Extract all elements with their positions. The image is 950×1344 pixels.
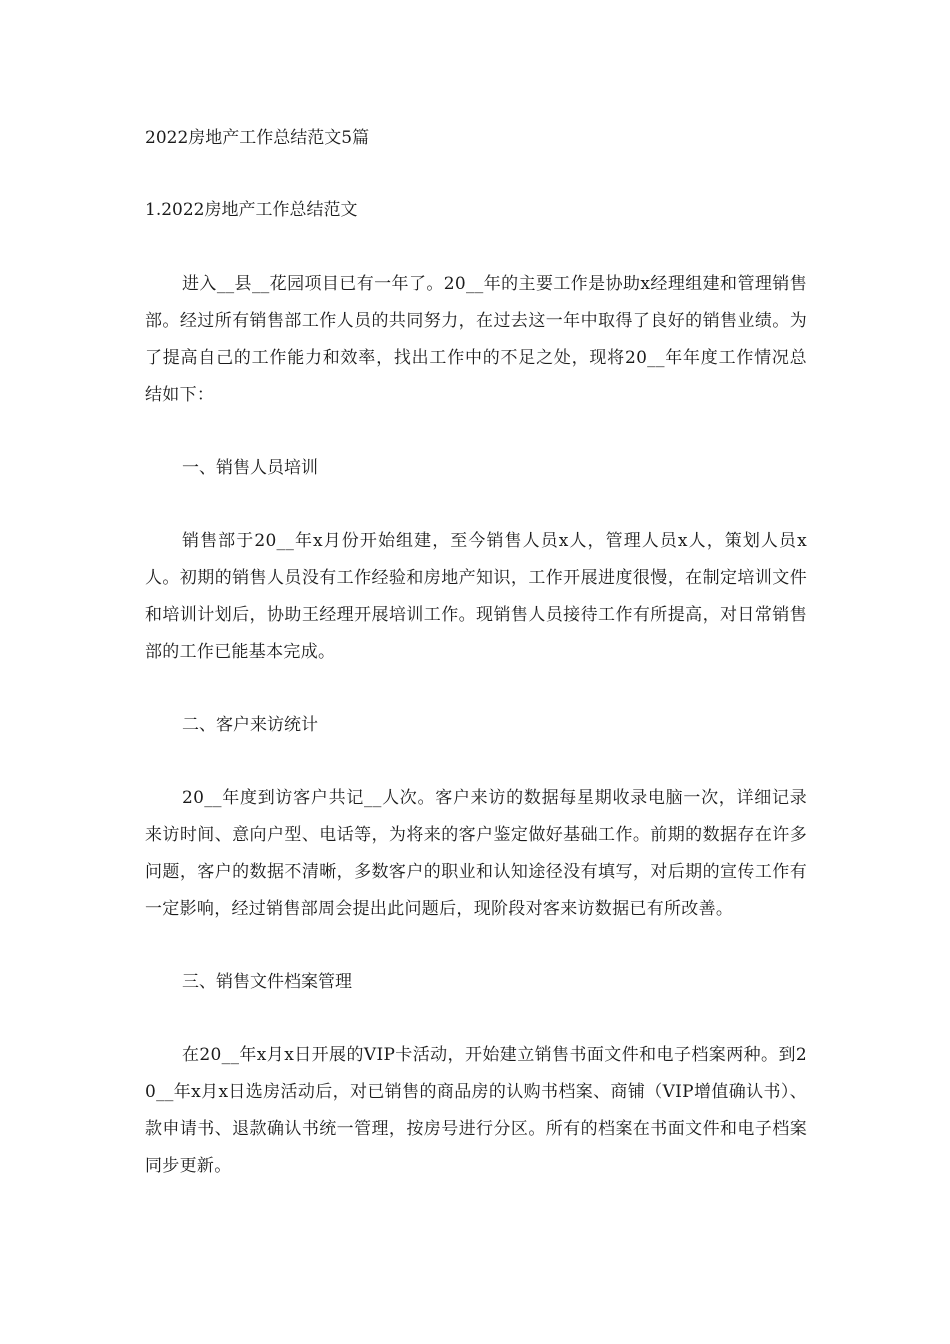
- section-heading-visits: 二、客户来访统计: [182, 715, 318, 735]
- document-page: [145, 120, 807, 1185]
- spacer: [145, 487, 807, 523]
- section-body-visits: 20__年度到访客户共记__人次。客户来访的数据每星期收录电脑一次，详细记录来访时间、意向户型、电话等，为将来的客户鉴定做好基础工作。前期的数据存在许多问题，客户的数据不清晰，多数客户的职业和认知途径没有填写，对后期的宣传工作有一定影响，经过销售部周会提出此问题后，现阶段对客来访数据已有所改善。: [145, 788, 807, 919]
- intro-paragraph: 进入__县__花园项目已有一年了。20__年的主要工作是协助x经理组建和管理销售部。经过所有销售部工作人员的共同努力，在过去这一年中取得了良好的销售业绩。为了提高自己的工作能力和效率，找出工作中的不足之处，现将20__年年度工作情况总结如下：: [145, 274, 807, 405]
- spacer: [145, 928, 807, 964]
- section-body-archives: 在20__年x月x日开展的VIP卡活动，开始建立销售书面文件和电子档案两种。到20__年x月x日选房活动后，对已销售的商品房的认购书档案、商铺（VIP增值确认书）、款申请书、退款确认书统一管理，按房号进行分区。所有的档案在书面文件和电子档案同步更新。: [145, 1045, 807, 1176]
- spacer: [145, 671, 807, 707]
- article-title: 1.2022房地产工作总结范文: [145, 200, 358, 220]
- spacer: [145, 1001, 807, 1037]
- spacer: [145, 228, 807, 266]
- spacer: [145, 414, 807, 450]
- spacer: [145, 744, 807, 780]
- section-heading-archives: 三、销售文件档案管理: [182, 972, 352, 992]
- section-heading-training: 一、销售人员培训: [182, 458, 318, 478]
- document-title: 2022房地产工作总结范文5篇: [145, 128, 370, 148]
- section-body-training: 销售部于20__年x月份开始组建，至今销售人员x人，管理人员x人，策划人员x人。初期的销售人员没有工作经验和房地产知识，工作开展进度很慢，在制定培训文件和培训计划后，协助王经理开展培训工作。现销售人员接待工作有所提高，对日常销售部的工作已能基本完成。: [145, 531, 807, 662]
